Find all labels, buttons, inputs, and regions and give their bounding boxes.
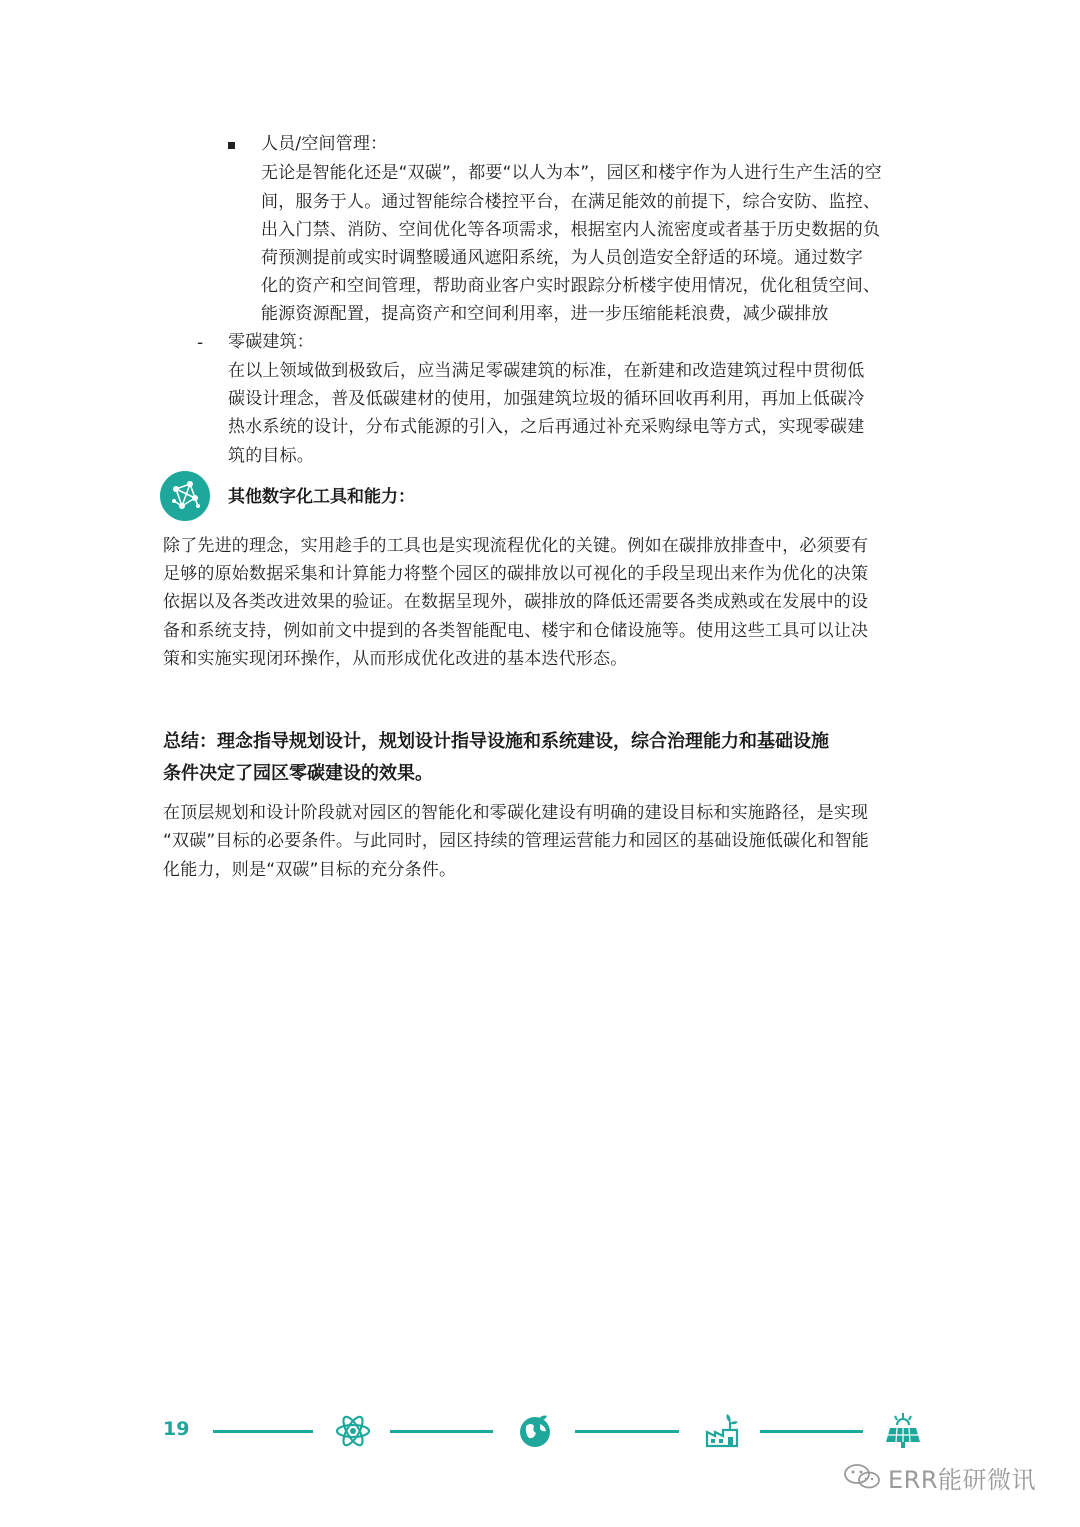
zero-carbon-line: 在以上领域做到极致后，应当满足零碳建筑的标准，在新建和改造建筑过程中贯彻低 — [228, 361, 865, 381]
network-nodes-icon — [160, 471, 210, 521]
zero-carbon-line: 筑的目标。 — [228, 446, 314, 466]
zero-carbon-line: 碳设计理念，普及低碳建材的使用，加强建筑垃圾的循环回收再利用，再加上低碳冷 — [228, 389, 865, 409]
watermark-text: ERR能研微讯 — [888, 1466, 1037, 1494]
globe-leaf-icon — [516, 1412, 554, 1450]
atom-icon — [334, 1412, 372, 1450]
people-space-line: 无论是智能化还是“双碳”，都要“以人为本”，园区和楼宇作为人进行生产生活的空 — [261, 163, 882, 183]
paragraph-line: 依据以及各类改进效果的验证。在数据呈现外，碳排放的降低还需要各类成熟或在发展中的设 — [163, 592, 869, 612]
paragraph-line: 足够的原始数据采集和计算能力将整个园区的碳排放以可视化的手段呈现出来作为优化的决策 — [163, 564, 869, 584]
section-title: 其他数字化工具和能力： — [228, 487, 415, 507]
people-space-line: 出入门禁、消防、空间优化等各项需求，根据室内人流密度或者基于历史数据的负 — [261, 220, 881, 240]
solar-panel-icon — [884, 1412, 922, 1450]
square-bullet-icon — [228, 142, 235, 149]
people-space-line: 间，服务于人。通过智能综合楼控平台，在满足能效的前提下，综合安防、监控、 — [261, 192, 881, 212]
wechat-icon — [842, 1462, 884, 1492]
footer-rule — [575, 1430, 679, 1433]
paragraph-line: 除了先进的理念，实用趁手的工具也是实现流程优化的关键。例如在碳排放排查中，必须要有 — [163, 536, 869, 556]
paragraph-line: 备和系统支持，例如前文中提到的各类智能配电、楼宇和仓储设施等。使用这些工具可以让决 — [163, 621, 869, 641]
people-space-line: 化的资产和空间管理，帮助商业客户实时跟踪分析楼宇使用情况，优化租赁空间、 — [261, 276, 881, 296]
zero-carbon-line: 热水系统的设计，分布式能源的引入，之后再通过补充采购绿电等方式，实现零碳建 — [228, 417, 865, 437]
page-number: 19 — [163, 1418, 190, 1440]
summary-title: 总结：理念指导规划设计，规划设计指导设施和系统建设，综合治理能力和基础设施 — [163, 731, 829, 752]
people-space-line: 能源资源配置，提高资产和空间利用率，进一步压缩能耗浪费，减少碳排放 — [261, 304, 829, 324]
summary-line: 在顶层规划和设计阶段就对园区的智能化和零碳化建设有明确的建设目标和实施路径，是实现 — [163, 803, 869, 823]
footer-rule — [760, 1430, 863, 1433]
zero-carbon-heading: 零碳建筑： — [228, 332, 314, 352]
footer-rule — [213, 1430, 313, 1433]
dash-bullet: - — [197, 333, 204, 353]
paragraph-line: 策和实施实现闭环操作，从而形成优化改进的基本迭代形态。 — [163, 649, 628, 669]
people-space-heading: 人员/空间管理： — [261, 134, 388, 154]
factory-plant-icon — [703, 1412, 741, 1450]
summary-title: 条件决定了园区零碳建设的效果。 — [163, 763, 433, 784]
summary-line: 化能力，则是“双碳”目标的充分条件。 — [163, 860, 457, 880]
people-space-line: 荷预测提前或实时调整暖通风遮阳系统，为人员创造安全舒适的环境。通过数字 — [261, 248, 863, 268]
footer-rule — [390, 1430, 493, 1433]
summary-line: “双碳”目标的必要条件。与此同时，园区持续的管理运营能力和园区的基础设施低碳化和智能 — [163, 831, 870, 851]
